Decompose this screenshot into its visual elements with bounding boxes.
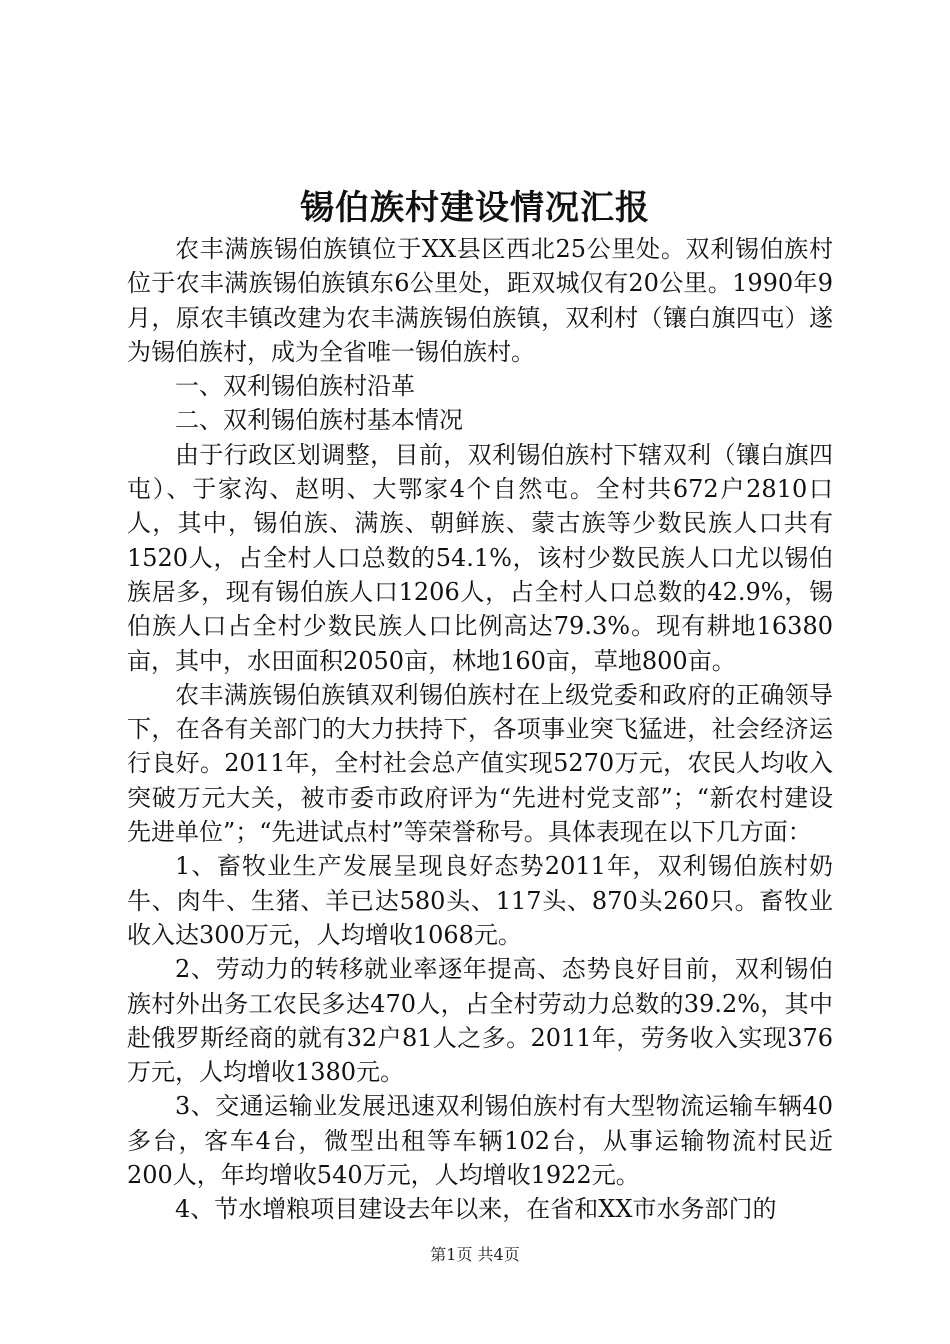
document-title: 锡伯族村建设情况汇报 — [300, 188, 650, 228]
paragraph-water-project: 4、节水增粮项目建设去年以来，在省和XX市水务部门的 — [175, 1195, 777, 1224]
paragraph-labor: 2、劳动力的转移就业率逐年提高、态势良好目前，双利锡伯族村外出务工农民多达470人，占全村劳动力总数的39.2%，其中赴俄罗斯经商的就有32户81人之多。2011年，劳务收入实现376万元，人均增收1380元。 — [127, 955, 833, 1087]
page-number-footer: 第1页 共4页 — [430, 1245, 520, 1264]
paragraph-population: 由于行政区划调整，目前，双利锡伯族村下辖双利（镶白旗四屯）、于家沟、赵明、大鄂家4个自然屯。全村共672户2810口人，其中，锡伯族、满族、朝鲜族、蒙古族等少数民族人口共有1520人，占全村人口总数的54.1%，该村少数民族人口尤以锡伯族居多，现有锡伯族人口1206人，占全村人口总数的42.9%，锡伯族人口占全村少数民族人口比例高达79.3%。现有耕地16380亩，其中，水田面积2050亩，林地160亩，草地800亩。 — [127, 440, 833, 675]
paragraph-livestock: 1、畜牧业生产发展呈现良好态势2011年，双利锡伯族村奶牛、肉牛、生猪、羊已达580头、117头、870头260只。畜牧业收入达300万元，人均增收1068元。 — [127, 852, 833, 949]
document-body — [127, 232, 833, 1227]
section-heading-history: 一、双利锡伯族村沿革 — [175, 372, 415, 401]
paragraph-transport: 3、交通运输业发展迅速双利锡伯族村有大型物流运输车辆40多台，客车4台，微型出租等车辆102台，从事运输物流村民近200人，年均增收540万元，人均增收1922元。 — [127, 1092, 833, 1190]
paragraph-development: 农丰满族锡伯族镇双利锡伯族村在上级党委和政府的正确领导下，在各有关部门的大力扶持下，各项事业突飞猛进，社会经济运行良好。2011年，全村社会总产值实现5270万元，农民人均收入突破万元大关，被市委市政府评为“先进村党支部”；“新农村建设先进单位”；“先进试点村”等荣誉称号。具体表现在以下几方面： — [127, 680, 833, 847]
paragraph-intro: 农丰满族锡伯族镇位于XX县区西北25公里处。双利锡伯族村位于农丰满族锡伯族镇东6公里处，距双城仅有20公里。1990年9月，原农丰镇改建为农丰满族锡伯族镇，双利村（镶白旗四屯）遂为锡伯族村，成为全省唯一锡伯族村。 — [127, 235, 833, 366]
section-heading-overview: 二、双利锡伯族村基本情况 — [175, 406, 463, 435]
